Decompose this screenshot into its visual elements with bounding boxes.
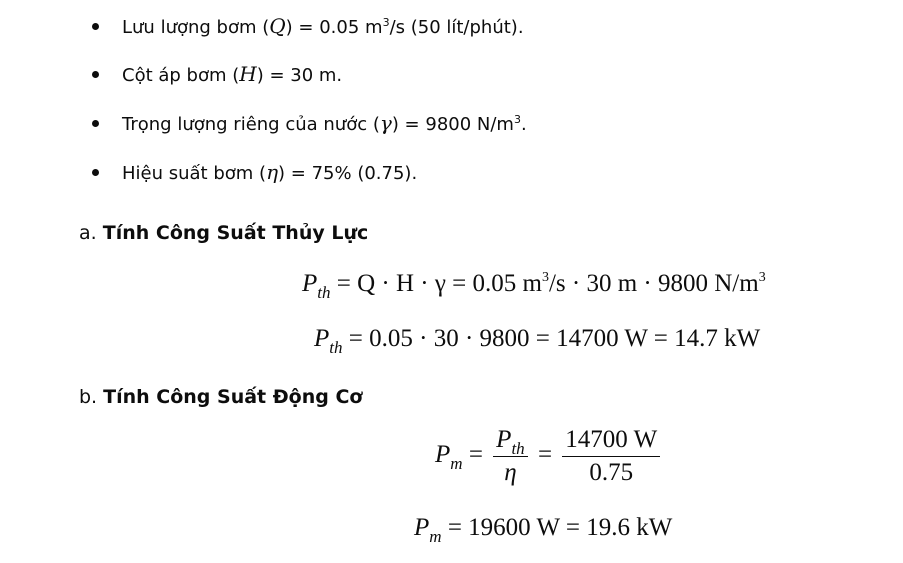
equation-motor-power-result: $P_m = 19600$ W = 19.6 kW bbox=[414, 514, 673, 546]
equation-motor-power-formula: $P_m$ = $\frac{P_{th}}{\eta}$ = $\frac{14700 W}{0.75}$ bbox=[435, 426, 664, 487]
fraction-14700-over-075: $\frac{14700 W}{0.75}$ bbox=[562, 426, 660, 487]
bullet-dot bbox=[92, 71, 99, 78]
list-item-text: Lưu lượng bơm (Q) = 0.05 $m^3/s$ (50 lít/phút). bbox=[122, 14, 524, 38]
list-item-text: Trọng lượng riêng của nước (γ) = 9800 $N/m^3$. bbox=[122, 111, 527, 135]
bullet-dot bbox=[92, 169, 99, 176]
list-item-text: Hiệu suất bơm (η) = 75% (0.75). bbox=[122, 160, 418, 184]
section-heading-b: b. Tính Công Suất Động Cơ bbox=[79, 386, 363, 408]
bullet-dot bbox=[92, 120, 99, 127]
bullet-dot bbox=[92, 23, 99, 30]
fraction-pth-over-eta: $\frac{P_{th}}{\eta}$ bbox=[493, 426, 528, 487]
list-item-text: Cột áp bơm (H) = 30 m. bbox=[122, 62, 343, 86]
equation-hydraulic-power-result: $P_{th} = 0.05 \cdot 30 \cdot 9800 = 14700$ W = 14.7 kW bbox=[314, 325, 761, 357]
section-heading-a: a. Tính Công Suất Thủy Lực bbox=[79, 222, 369, 244]
equation-hydraulic-power-formula: $P_{th} = Q \cdot H \cdot \gamma = 0.05$ $m^3/s \cdot 30$ m · 9800 $N/m^3$ bbox=[302, 270, 766, 302]
